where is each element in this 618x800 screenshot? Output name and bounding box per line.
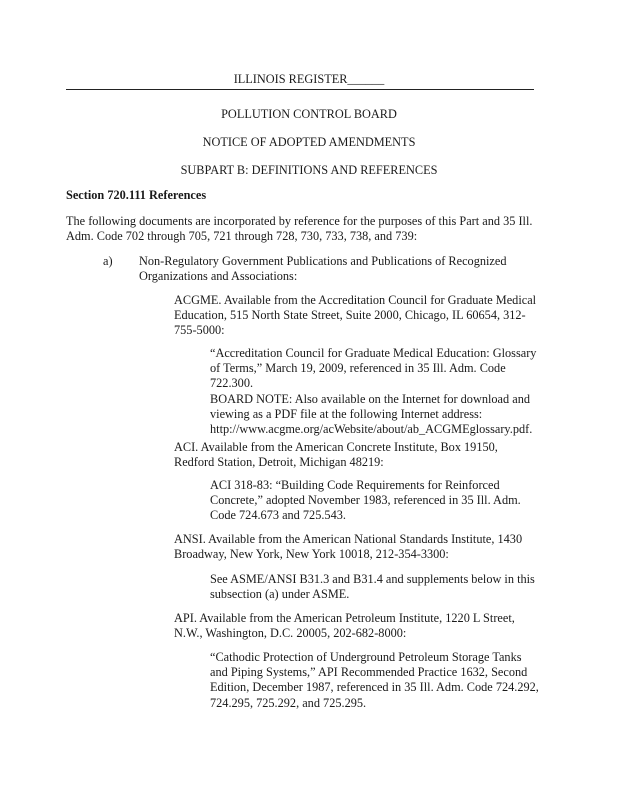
acgme-line: ACGME. Available from the Accreditation Council for Graduate Medical xyxy=(174,293,537,307)
acgme-line: 755-5000: xyxy=(174,323,225,338)
ansi-line: Broadway, New York, New York 10018, 212-354-3300: xyxy=(174,547,449,562)
api-doc-line: Edition, December 1987, referenced in 35 Ill. Adm. Code 724.292, xyxy=(210,680,539,695)
subsection-a-label: a) xyxy=(103,254,113,268)
api-line: N.W., Washington, D.C. 20005, 202-682-8000: xyxy=(174,626,407,641)
api-document xyxy=(210,650,539,711)
register-header xyxy=(0,72,618,87)
ansi-doc-line: See ASME/ANSI B31.3 and B31.4 and supplements below in this xyxy=(210,572,535,586)
api-doc-line: 724.295, 725.292, and 725.295. xyxy=(210,695,367,710)
api-doc-line: and Piping Systems,” API Recommended Practice 1632, Second xyxy=(210,665,528,680)
acgme-doc-line: of Terms,” March 19, 2009, referenced in 35 Ill. Adm. Code xyxy=(210,361,506,376)
api-doc-line: “Cathodic Protection of Underground Petroleum Storage Tanks xyxy=(210,650,522,664)
ansi-doc-line: subsection (a) under ASME. xyxy=(210,587,350,602)
acgme-doc-line: BOARD NOTE: Also available on the Internet for download and xyxy=(210,391,530,406)
intro-line-1: The following documents are incorporated by reference for the purposes of this Part and 35 Ill. xyxy=(66,214,533,228)
ansi-entry xyxy=(174,532,522,562)
subpart-title: SUBPART B: DEFINITIONS AND REFERENCES xyxy=(180,163,438,177)
section-heading: Section 720.111 References xyxy=(66,188,207,202)
api-entry xyxy=(174,611,515,641)
subsection-a-text xyxy=(139,254,506,284)
aci-line: ACI. Available from the American Concrete Institute, Box 19150, xyxy=(174,440,498,454)
aci-line: Redford Station, Detroit, Michigan 48219: xyxy=(174,455,384,470)
subsection-a-line-2: Organizations and Associations: xyxy=(139,269,298,284)
intro-line-2: Adm. Code 702 through 705, 721 through 728, 730, 733, 738, and 739: xyxy=(66,229,418,244)
aci-doc-line: Code 724.673 and 725.543. xyxy=(210,508,346,523)
api-line: API. Available from the American Petroleum Institute, 1220 L Street, xyxy=(174,611,515,625)
aci-entry xyxy=(174,440,498,470)
notice-title: NOTICE OF ADOPTED AMENDMENTS xyxy=(202,135,416,149)
acgme-document xyxy=(210,346,536,437)
aci-doc-line: Concrete,” adopted November 1983, referenced in 35 Ill. Adm. xyxy=(210,493,521,508)
section-intro xyxy=(66,214,546,244)
header-rule xyxy=(66,89,534,90)
subsection-a-line-1: Non-Regulatory Government Publications and Publications of Recognized xyxy=(139,254,507,268)
acgme-doc-line: viewing as a PDF file at the following Internet address: xyxy=(210,406,483,421)
register-suffix: ______ xyxy=(347,72,385,86)
ansi-line: ANSI. Available from the American National Standards Institute, 1430 xyxy=(174,532,523,546)
aci-document xyxy=(210,478,521,524)
acgme-line: Education, 515 North State Street, Suite 2000, Chicago, IL 60654, 312- xyxy=(174,308,526,323)
board-title: POLLUTION CONTROL BOARD xyxy=(221,107,397,121)
aci-doc-line: ACI 318-83: “Building Code Requirements for Reinforced xyxy=(210,478,500,492)
acgme-doc-line: http://www.acgme.org/acWebsite/about/ab_ACGMEglossary.pdf. xyxy=(210,422,533,437)
ansi-document xyxy=(210,572,535,602)
register-title: ILLINOIS REGISTER xyxy=(233,72,348,86)
acgme-doc-line: “Accreditation Council for Graduate Medical Education: Glossary xyxy=(210,346,537,360)
acgme-entry xyxy=(174,293,536,339)
acgme-doc-line: 722.300. xyxy=(210,376,254,391)
